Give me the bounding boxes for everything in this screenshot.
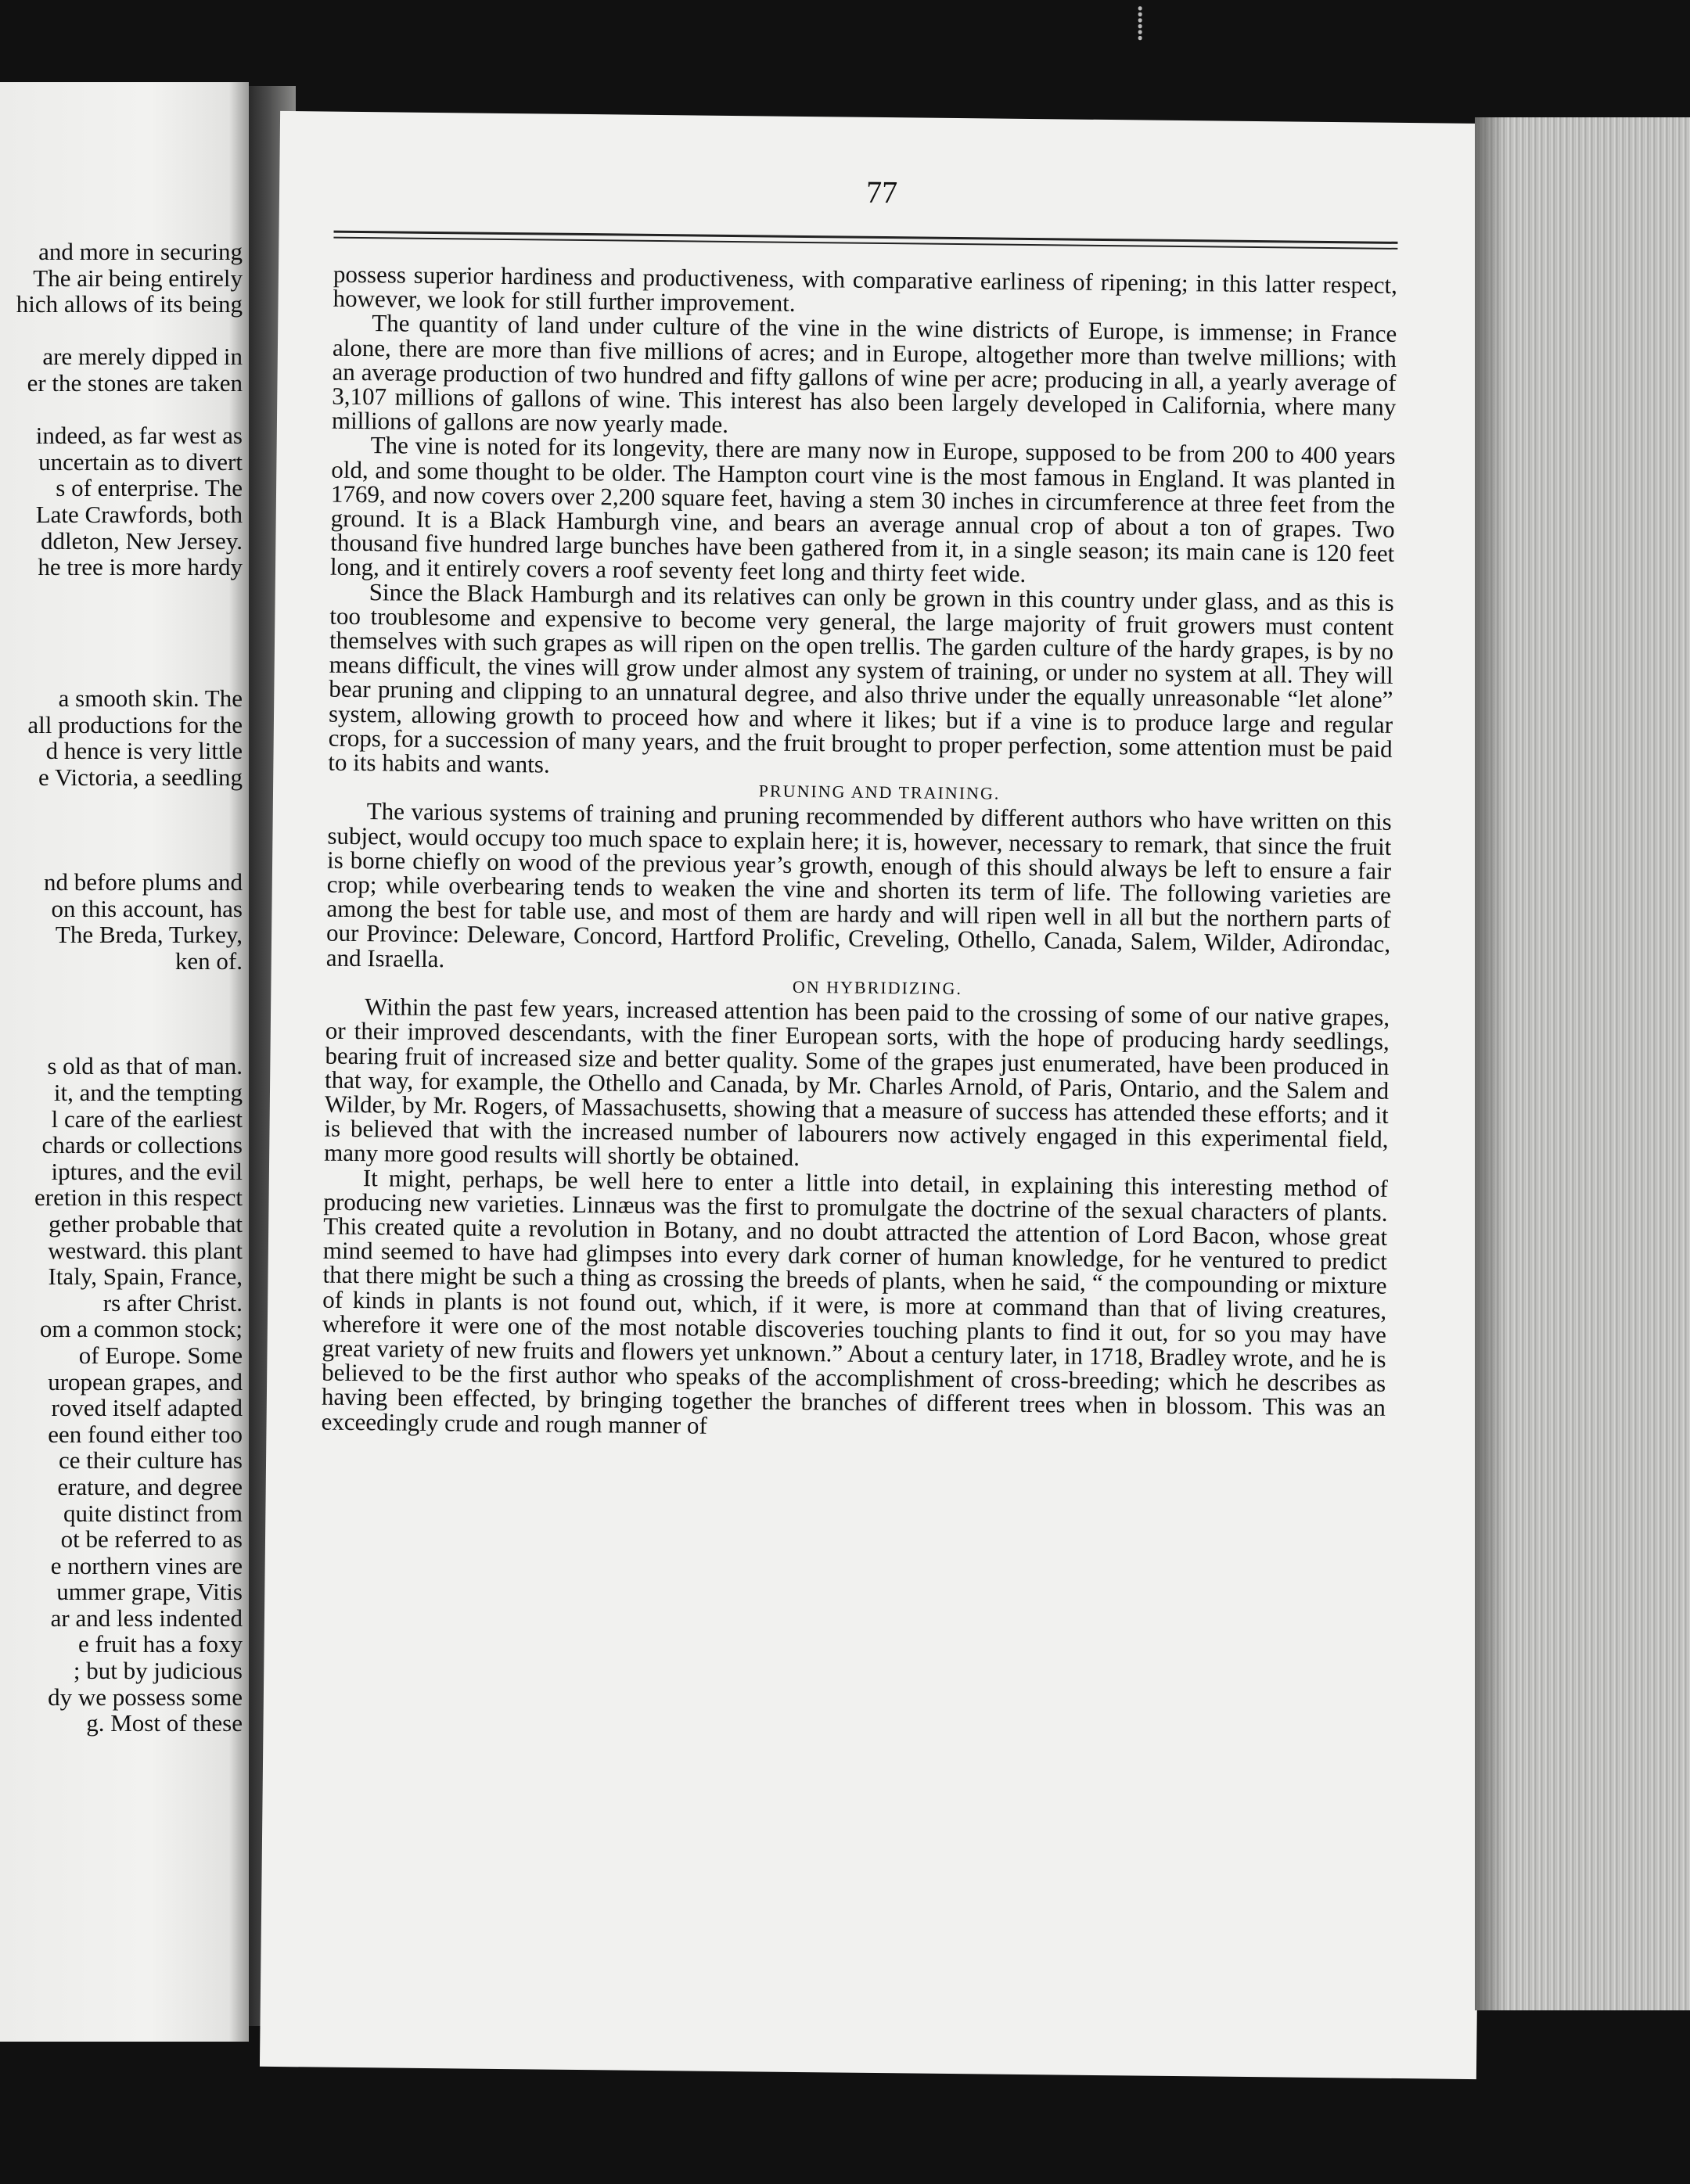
left-page-text [0,239,243,1737]
main-page [260,111,1497,2079]
paragraph: The various systems of training and pruning recommended by different authors who have written on this subject, would occupy too much space to explain here; it is, however, necessary to remark, that since the fruit is borne chiefly on wood of the previous year’s growth, enough of this should always be left to ensure a fair crop; while overbearing tends to weaken the vine and shorten its term of life. The following varieties are among the best for table use, and most of them are hardy and will ripen well in all but the northern parts of our Province: Deleware, Concord, Hartford Prolific, Creveling, Othello, Canada, Salem, Wilder, Adirondac, and Israella. [325,797,1392,972]
left-page-line: indeed, as far west as [35,422,243,450]
left-page-line: e northern vines are [50,1551,243,1579]
left-page-line: and more in securing [38,238,243,265]
left-page-line [0,606,243,633]
paragraph: It might, perhaps, be well here to enter a little into detail, in explaining this interesting method of producing new varieties. Linnæus was the first to promulgate the doctrine of the sexual characters of plants. This created quite a revolution in Botany, and no doubt attracted the attention of Lord Bacon, whose great mind seemed to have had glimpses into every dark corner of human knowledge, for he ventured to predict that there might be such a thing as crossing the breeds of plants, when he said, “ the compounding or mixture of kinds in plants is not found out, which, if it were, is more at command than that of living creatures, wherefore it were one of the most notable discoveries touching plants to find it out, for so you may have great variety of new fruits and flowers yet unknown.” About a century later, in 1718, Bradley wrote, and he is believed to be the first author who speaks of the accomplishment of cross-breeding; which he describes as having been effected, by bringing together the branches of different trees when in blossom. This was an exceedingly crude and rough manner of [321,1163,1388,1439]
left-page-line: it, and the tempting [53,1079,243,1106]
left-page-line: d hence is very little [45,737,243,765]
paragraph: The quantity of land under culture of the vine in the wine districts of Europe, is immense; in France alone, there are more than five millions of acres; and in Europe, altogether more than twelve millions; with an average production of two hundred and fifty gallons of wine per acre; producing in all, a yearly average of 3,107 millions of gallons of wine. This interest has also been largely developed in California, where many millions of gallons are now yearly made. [331,309,1397,439]
left-page-line [0,790,243,817]
left-page-line: ddleton, New Jersey. [41,526,243,555]
left-page-line: uropean grapes, and [48,1367,243,1396]
left-page-line [0,1000,243,1027]
paragraph: Since the Black Hamburgh and its relatives can only be grown in this country under glass, and as this is too troublesome and expensive to become very general, the large majority of fruit growers must content themselves with such grapes as will ripen on the open trellis. The garden culture of the hardy grapes, is by no means difficult, the vines will grow under almost any system of training, or under no system at all. They will bear pruning and clipping to an unnatural degree, and also thrive under the equally unreasonable “let alone” system, allowing growth to proceed how and where it likes; but if a vine is to produce large and regular crops, for a succession of many years, and the fruit brought to proper perfection, some attention must be paid to its habits and wants. [328,577,1394,778]
left-page-line: eretion in this respect [34,1184,243,1212]
page-edges [1475,117,1690,2010]
left-page-line: The Breda, Turkey, [55,921,243,949]
left-page-line: ; but by judicious [73,1657,243,1685]
left-page-line: ar and less indented [50,1604,243,1632]
left-page-line [0,633,243,659]
left-page-line [0,659,243,686]
left-page-line: nd before plums and [44,868,243,896]
left-page-line [0,1027,243,1054]
left-page-line: uncertain as to divert [38,447,243,476]
paragraph: The vine is noted for its longevity, there are many now in Europe, supposed to be from 200 to 400 years old, and some thought to be older. The Hampton court vine is the most famous in England. It was planted in 1769, and now covers over 2,200 square feet, having a stem 30 inches in circumference at three feet from the ground. It is a Black Hamburgh vine, and bears an average annual crop of about a ton of grapes. Two thousand five hundred large bunches have been gathered from it, in a single season; its main cane is 120 feet long, and it entirely covers a roof seventy feet long and thirty feet wide. [329,431,1396,588]
left-page-line: Italy, Spain, France, [48,1263,243,1291]
left-page-line: hich allows of its being [16,290,243,318]
scan-artifact: ⸽ [1136,5,1145,41]
left-page-line: e fruit has a foxy [77,1630,243,1658]
left-page-line: The air being entirely [33,264,243,292]
left-page-line: rs after Christ. [102,1288,243,1317]
left-page-line [0,843,243,870]
left-page-line [0,580,243,607]
left-page-line [0,318,243,344]
left-page-line: are merely dipped in [42,343,243,371]
page-edges-shadow [1475,117,1506,2010]
left-page-line: ken of. [174,947,243,975]
left-page-line: a smooth skin. The [58,684,243,713]
header-rule-thin [333,237,1397,250]
page-number: 77 [865,174,898,210]
section-heading-hybridizing: ON HYBRIDIZING. [792,976,963,999]
left-page-line: Late Crawfords, both [35,500,243,528]
body-text [321,262,1397,1445]
left-page-line: l care of the earliest [51,1105,243,1133]
left-page-line: e Victoria, a seedling [38,763,243,791]
left-page-line: westward. this plant [48,1236,243,1264]
left-page-line: all productions for the [27,710,243,738]
left-page-line: ummer grape, Vitis [56,1578,243,1606]
left-page-line: om a common stock; [39,1315,243,1343]
paragraph: possess superior hardiness and productiveness, with comparative earliness of ripening; in this latter respect, however, we look for still further improvement. [333,260,1398,318]
left-page-line: gether probable that [49,1209,243,1237]
left-page-line [0,397,243,423]
left-page-line: iptures, and the evil [51,1157,243,1185]
left-page-line [0,975,243,1001]
left-page-line: s old as that of man. [47,1052,243,1080]
left-page-line: dy we possess some [48,1683,243,1711]
left-page-line: een found either too [48,1420,243,1448]
left-page-line: on this account, has [51,894,243,922]
left-page-line: g. Most of these [86,1709,243,1737]
left-page-line: ce their culture has [59,1446,243,1475]
left-page-line: quite distinct from [63,1499,243,1527]
left-facing-page [0,82,249,2042]
left-page-line: chards or collections [41,1131,243,1159]
left-page-line: s of enterprise. The [56,474,243,502]
left-page-line: he tree is more hardy [38,553,243,581]
left-page-line: erature, and degree [57,1472,243,1500]
left-page-line: er the stones are taken [27,368,243,397]
section-heading-pruning: PRUNING AND TRAINING. [758,781,1001,803]
left-page-line: roved itself adapted [51,1394,243,1422]
left-page-line [0,817,243,843]
left-page-line: ot be referred to as [60,1525,243,1554]
left-page-line: of Europe. Some [78,1341,243,1369]
paragraph: Within the past few years, increased attention has been paid to the crossing of some of our native grapes, or their improved descendants, with the finer European sorts, with the hope of producing hardy seedlings, bearing fruit of increased size and better quality. Some of the grapes just enumerated, have been produced in that way, for example, the Othello and Canada, by Mr. Charles Arnold, of Paris, Ontario, and the Salem and Wilder, by Mr. Rogers, of Massachusetts, showing that a measure of success has attended these efforts; and it is believed that with the increased number of labourers now actively engaged in this experimental field, many more good results will shortly be obtained. [324,993,1390,1172]
